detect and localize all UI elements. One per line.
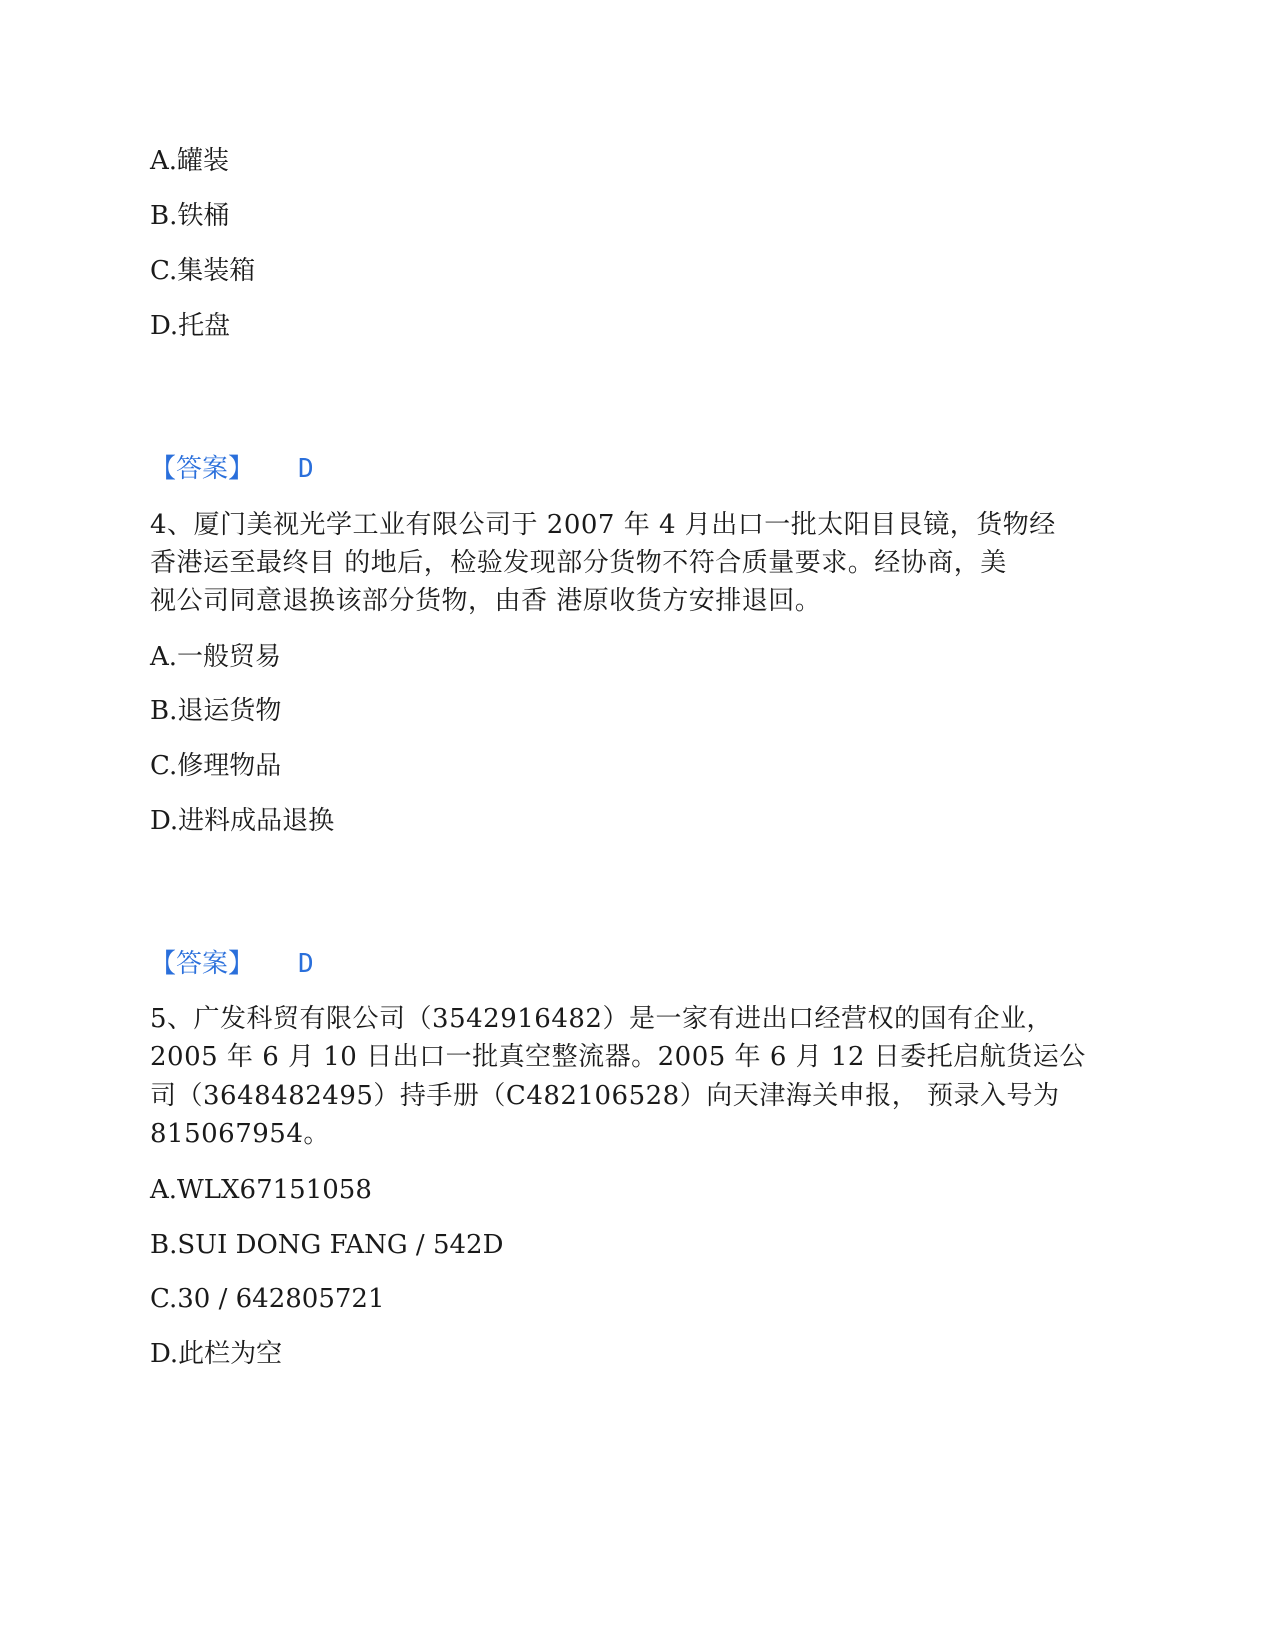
q5-stem-line-4: 815067954。 xyxy=(150,1119,330,1149)
q3-option-d: D.托盘 xyxy=(150,311,231,341)
q3-option-c: C.集装箱 xyxy=(150,256,256,286)
q5-option-a: A.WLX67151058 xyxy=(150,1175,372,1205)
q4-option-a: A.一般贸易 xyxy=(150,642,282,672)
q4-option-d: D.进料成品退换 xyxy=(150,806,335,836)
q5-option-d: D.此栏为空 xyxy=(150,1339,283,1369)
q4-option-b: B.退运货物 xyxy=(150,696,282,726)
q4-stem-line-3: 视公司同意退换该部分货物，由香 港原收货方安排退回。 xyxy=(150,586,822,616)
q4-answer xyxy=(150,947,314,981)
q5-option-c: C.30 / 642805721 xyxy=(150,1284,385,1314)
q3-option-a: A.罐装 xyxy=(150,146,230,176)
q3-answer-label: 【答案】 xyxy=(150,454,255,484)
q3-option-b: B.铁桶 xyxy=(150,201,230,231)
q5-stem-line-1: 5、广发科贸有限公司（3542916482）是一家有进出口经营权的国有企业， xyxy=(150,1004,1053,1034)
q5-option-b: B.SUI DONG FANG / 542D xyxy=(150,1230,504,1260)
q4-stem-line-1: 4、厦门美视光学工业有限公司于 2007 年 4 月出口一批太阳目艮镜，货物经 xyxy=(150,510,1056,540)
q4-answer-value: D xyxy=(298,949,314,979)
q3-answer-value: D xyxy=(298,454,314,484)
q4-answer-label: 【答案】 xyxy=(150,949,255,979)
q5-stem-line-2: 2005 年 6 月 10 日出口一批真空整流器。2005 年 6 月 12 日委托启航货运公 xyxy=(150,1042,1086,1072)
q3-answer xyxy=(150,452,314,486)
q5-stem-line-3: 司（3648482495）持手册（C482106528）向天津海关申报， 预录入号为 xyxy=(150,1081,1060,1111)
q4-stem-line-2: 香港运至最终目 的地后，检验发现部分货物不符合质量要求。经协商，美 xyxy=(150,548,1007,578)
q4-option-c: C.修理物品 xyxy=(150,751,282,781)
